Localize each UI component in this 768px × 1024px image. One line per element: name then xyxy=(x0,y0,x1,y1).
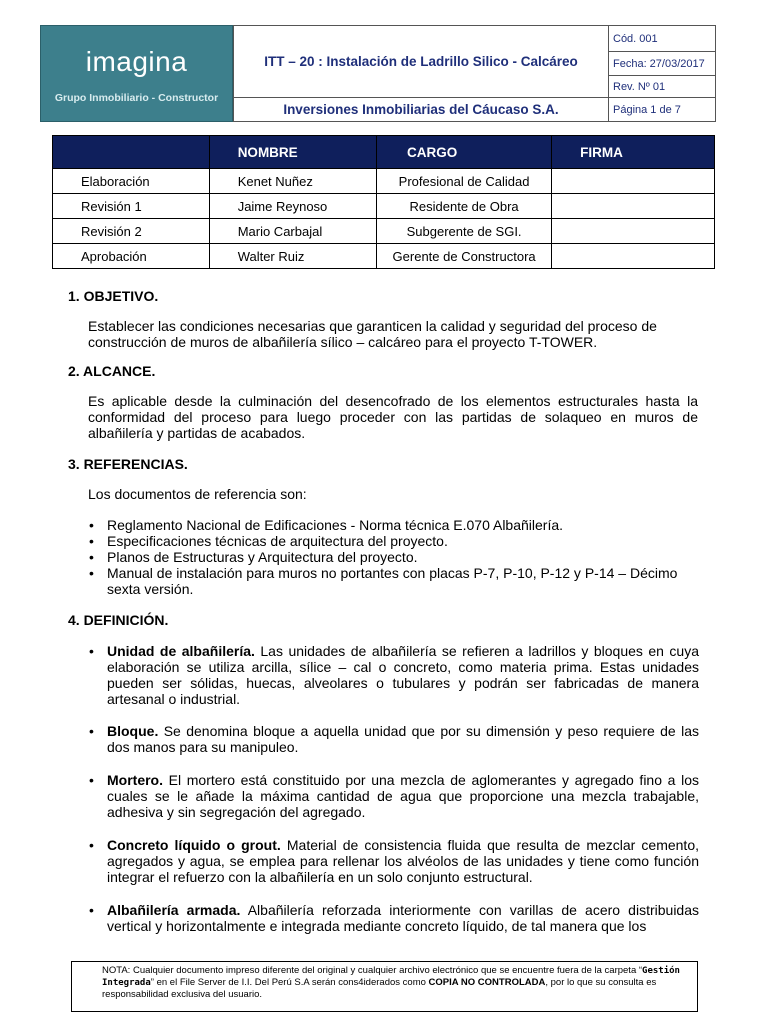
company-logo xyxy=(40,25,233,122)
definition-text: Albañilería reforzada interiormente con varillas de acero distribuidas vertical y horizontalmente e integrada mediante concreto líquido, de tal manera que los xyxy=(107,902,700,934)
footer-text-2: ” en el File Server de I.I. Del Perú S.A serán cons4iderados como xyxy=(150,977,429,988)
logo-subtitle: Grupo Inmobiliario - Constructor xyxy=(54,92,219,104)
stage-cell: Revisión 2 xyxy=(53,219,210,244)
list-item xyxy=(88,723,699,755)
list-item xyxy=(88,772,699,820)
list-item: • Especificaciones técnicas de arquitectura del proyecto. xyxy=(88,533,699,549)
role-cell: Gerente de Constructora xyxy=(377,244,552,269)
list-item xyxy=(88,837,699,885)
definition-text: Las unidades de albañilería se refieren a ladrillos y bloques en cuya elaboración se utiliza arcilla, sílice – cal o concreto, como materia prima. Estas unidades pueden ser sólidas, huecas, alveolares o tubulares y podrán ser fabricadas de manera artesanal o industrial. xyxy=(107,643,700,707)
document-title-cell xyxy=(233,25,609,98)
section-heading-definicion: 4. DEFINICIÓN. xyxy=(68,612,169,628)
signature-cell xyxy=(552,194,715,219)
approval-table xyxy=(52,135,715,269)
role-cell: Residente de Obra xyxy=(377,194,552,219)
document-code: Cód. 001 xyxy=(609,25,716,52)
company-name-cell xyxy=(233,98,609,122)
section-heading-referencias: 3. REFERENCIAS. xyxy=(68,456,188,472)
stage-cell: Aprobación xyxy=(53,244,210,269)
definition-text: Se denomina bloque a aquella unidad que por su dimensión y peso requiere de las dos manos para su manipuleo. xyxy=(107,723,699,755)
footer-folder-name: Gestión Integrada xyxy=(102,966,680,988)
stage-cell: Elaboración xyxy=(53,169,210,194)
signature-cell xyxy=(552,244,715,269)
document-date: Fecha: 27/03/2017 xyxy=(609,52,716,76)
definition-text: Material de consistencia fluida que resulta de mezclar cemento, agregados y agua, se emplea para rellenar los alvéolos de las unidades y tiene como función integrar el refuerzo con la albañilería en un solo conjunto estructural. xyxy=(107,837,699,885)
name-cell: Walter Ruiz xyxy=(209,244,376,269)
definition-term: Unidad de albañilería. xyxy=(107,643,255,659)
referencias-list xyxy=(88,517,699,597)
column-header-stage xyxy=(53,136,210,169)
table-row xyxy=(53,219,715,244)
referencias-intro: Los documentos de referencia son: xyxy=(88,486,307,502)
list-item xyxy=(88,902,699,934)
name-cell: Mario Carbajal xyxy=(209,219,376,244)
list-item: • Manual de instalación para muros no portantes con placas P-7, P-10, P-12 y P-14 – Décimo sexta versión. xyxy=(88,565,699,597)
list-item: • Reglamento Nacional de Edificaciones - Norma técnica E.070 Albañilería. xyxy=(88,517,699,533)
table-row xyxy=(53,169,715,194)
table-row xyxy=(53,244,715,269)
table-header-row xyxy=(53,136,715,169)
list-item xyxy=(88,643,699,707)
definition-term: Mortero. xyxy=(107,772,163,788)
logo-text: imagina xyxy=(85,46,188,77)
footer-text-3: , por lo que su consulta es responsabilidad exclusiva del usuario. xyxy=(102,977,657,1000)
role-cell: Profesional de Calidad xyxy=(377,169,552,194)
definition-text: El mortero está constituido por una mezcla de aglomerantes y agregado fino a los cuales se le añade la máxima cantidad de agua que proporcione una mezcla trabajable, adhesiva y sin segregación del agregado. xyxy=(107,772,699,820)
definition-term: Concreto líquido o grout. xyxy=(107,837,281,853)
name-cell: Kenet Nuñez xyxy=(209,169,376,194)
definicion-list xyxy=(88,643,699,934)
column-header-signature: FIRMA xyxy=(552,136,715,169)
alcance-text: Es aplicable desde la culminación del desencofrado de los elementos estructurales hasta la conformidad del proceso para luego proceder con las partidas de solaqueo en muros de albañilería y partidas de acabados. xyxy=(88,393,698,441)
name-cell: Jaime Reynoso xyxy=(209,194,376,219)
document-title: ITT – 20 : Instalación de Ladrillo Silico - Calcáreo xyxy=(264,54,578,69)
footer-note xyxy=(71,961,698,1012)
objetivo-text: Establecer las condiciones necesarias que garanticen la calidad y seguridad del proceso de construcción de muros de albañilería sílico – calcáreo para el proyecto T-TOWER. xyxy=(88,318,657,350)
company-name: Inversiones Inmobiliarias del Cáucaso S.A. xyxy=(283,102,559,117)
page-number: Página 1 de 7 xyxy=(609,98,716,122)
document-header xyxy=(40,25,716,122)
section-heading-alcance: 2. ALCANCE. xyxy=(68,363,156,379)
definition-term: Albañilería armada. xyxy=(107,902,241,918)
list-item: • Planos de Estructuras y Arquitectura del proyecto. xyxy=(88,549,699,565)
definition-term: Bloque. xyxy=(107,723,159,739)
role-cell: Subgerente de SGI. xyxy=(377,219,552,244)
signature-cell xyxy=(552,169,715,194)
footer-text-1: NOTA: Cualquier documento impreso diferente del original y cualquier archivo electrónico que se encuentre fuera de la carpeta “ xyxy=(102,965,643,976)
footer-uncontrolled-copy: COPIA NO CONTROLADA xyxy=(428,977,546,988)
stage-cell: Revisión 1 xyxy=(53,194,210,219)
table-row xyxy=(53,194,715,219)
column-header-name: NOMBRE xyxy=(209,136,376,169)
document-revision: Rev. Nº 01 xyxy=(609,76,716,98)
signature-cell xyxy=(552,219,715,244)
column-header-role: CARGO xyxy=(377,136,552,169)
section-heading-objetivo: 1. OBJETIVO. xyxy=(68,288,159,304)
